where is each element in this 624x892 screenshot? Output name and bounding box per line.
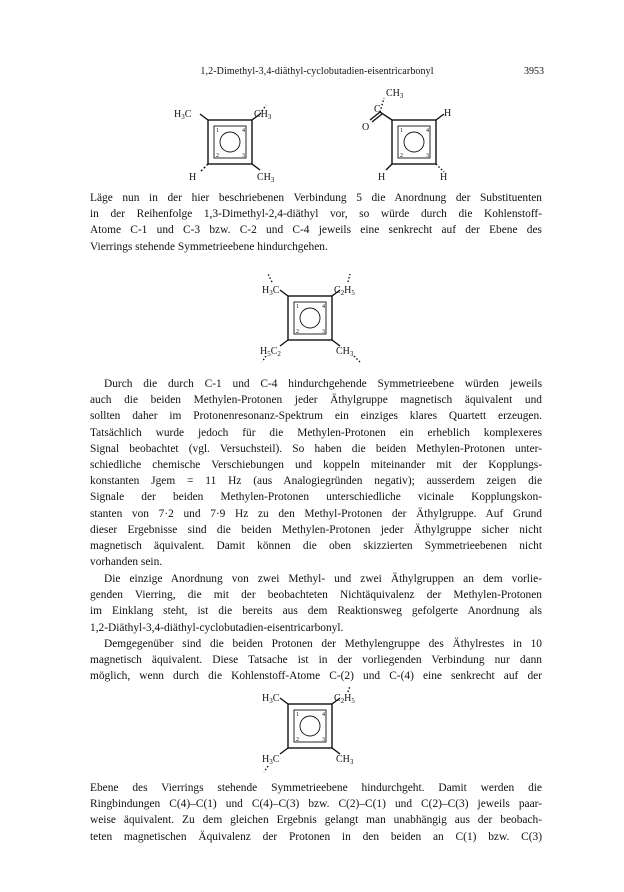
structure-1-label-ch3-bottom: $CH_3$ — [257, 172, 275, 184]
structure-3-locant-2: 2 — [296, 329, 299, 335]
structure-1-locant-1: 1 — [216, 128, 219, 134]
structure-3-label-c2h5: $C_2H_5$ — [334, 285, 355, 297]
text-line: weise äquivalent. Zu dem gleichen Ergebnis gelangt man unabhängig aus der beobach- — [90, 814, 542, 827]
page-number: 3953 — [524, 66, 544, 77]
structure-1-dimethyl-cyclobutadiene — [170, 100, 290, 182]
structure-2-locant-2: 2 — [400, 153, 403, 159]
text-line: Vierrings stehende Symmetrieebene hindurchgehen. — [90, 240, 328, 253]
structure-2-label-c: C — [374, 104, 381, 115]
paragraph-5 — [90, 780, 542, 845]
structure-1-label-h3c: $H_3C$ — [174, 109, 192, 121]
structure-4-label-ch3: $CH_3$ — [336, 754, 354, 766]
structure-2-locant-1: 1 — [400, 128, 403, 134]
paragraph-1 — [90, 190, 542, 255]
text-line: 1,2-Diäthyl-3,4-diäthyl-cyclobutadien-eisentricarbonyl. — [90, 621, 344, 634]
text-line: im Einklang steht, ist die bereits aus dem Reaktionsweg gefolgerte Anordnung als — [90, 605, 542, 618]
paragraph-2 — [90, 376, 542, 570]
text-line: magnetisch äquivalent. Diese Tatsache ist in der vorliegenden Verbindung nur dann — [90, 654, 542, 667]
structure-2-locant-3: 3 — [426, 153, 429, 159]
text-line: sollten daher im Protonenresonanz-Spektrum ein einziges klares Quartett erzeugen. — [90, 410, 542, 423]
text-line: genden Vierring, die mit der beobachteten Nichtäquivalenz der Methylen-Protonen — [90, 589, 542, 602]
structure-4-locant-4: 4 — [322, 712, 325, 718]
structure-3-label-h5c2: $H_5C_2$ — [260, 346, 281, 358]
structure-1-locant-4: 4 — [242, 128, 245, 134]
text-line: Ebene des Vierrings stehende Symmetrieebene hindurchgeht. Damit werden die — [90, 782, 542, 794]
structure-1-label-h: H — [189, 172, 197, 183]
structure-4-label-h3c-bottom: $H_3C$ — [262, 754, 280, 766]
text-line: Durch die durch C-1 und C-4 hindurchgehende Symmetrieebene würden jeweils — [104, 378, 542, 390]
text-line: Signale der beiden Methylen-Protonen unterschiedliche vicinale Kopplungskon- — [90, 491, 542, 504]
text-line: stanten von 7·2 und 7·9 Hz zu den Methyl-Protonen der Äthylgruppe. Auf Grund — [90, 507, 542, 520]
text-line: Signal beobachtet (vgl. Versuchsteil). So haben die beiden Methylen-Protonen unter- — [90, 442, 542, 455]
text-line: teten magnetischen Äquivalenz der Protonen in den beiden an C(1) bzw. C(3) — [90, 830, 542, 843]
structure-2-label-o: O — [362, 122, 370, 133]
structure-4-locant-3: 3 — [322, 737, 325, 743]
structure-3-label-ch3: $CH_3$ — [336, 346, 354, 358]
text-line: auch die beiden Methylen-Protonen jeder Äthylgruppe magnetisch äquivalent und — [90, 394, 542, 407]
structure-4-locant-1: 1 — [296, 712, 299, 718]
structure-2-label-h-left: H — [378, 172, 386, 183]
structure-4-dimethyl-diethyl — [250, 686, 370, 776]
text-line: möglich, wenn durch die Kohlenstoff-Atome C-(2) und C-(4) eine senkrecht auf der — [90, 670, 542, 683]
structure-3-locant-4: 4 — [322, 304, 325, 310]
structure-4-locant-2: 2 — [296, 737, 299, 743]
structure-2-label-h-top: H — [444, 108, 452, 119]
text-line: Die einzige Anordnung von zwei Methyl- und zwei Äthylgruppen an dem vorlie- — [104, 573, 542, 585]
structure-4-label-c2h5: $C_2H_5$ — [334, 693, 355, 705]
structure-1-label-ch3-top: $CH_3$ — [254, 109, 272, 121]
paragraph-4 — [90, 636, 542, 685]
paragraph-3 — [90, 571, 542, 636]
structure-1-locant-2: 2 — [216, 153, 219, 159]
structure-4-label-h3c-top: $H_3C$ — [262, 693, 280, 705]
structure-1-locant-3: 3 — [242, 153, 245, 159]
structure-2-label-ch3: $CH_3$ — [386, 88, 404, 100]
text-line: konstanten Jgem = 11 Hz (aus Analogiegründen negativ); ausserdem zeigen die — [90, 475, 542, 488]
text-line: vorhanden sein. — [90, 556, 163, 569]
structure-3-label-h3c: $H_3C$ — [262, 285, 280, 297]
text-line: Tatsächlich wurde jedoch für die Methylen-Protonen ein erheblich komplexeres — [90, 426, 542, 439]
structure-2-locant-4: 4 — [426, 128, 429, 134]
text-line: Atome C-1 und C-3 bzw. C-2 und C-4 jeweils eine senkrecht auf der Ebene des — [90, 224, 542, 237]
text-line: Ringbindungen C(4)–C(1) und C(4)–C(3) bzw. C(2)–C(1) und C(2)–C(3) jeweils paar- — [90, 798, 542, 811]
text-line: Läge nun in der hier beschriebenen Verbindung 5 die Anordnung der Substituenten — [90, 192, 542, 204]
structure-3-locant-1: 1 — [296, 304, 299, 310]
text-line: dieser Ergebnisse sind die beiden Methylen-Protonen jeder Äthylgruppe sicher nicht — [90, 523, 542, 536]
text-line: schiedliche chemische Verschiebungen und koppeln miteinander mit der Kopplungs- — [90, 459, 542, 472]
structure-2-label-h-right: H — [440, 172, 448, 183]
structure-3-dimethyl-diethyl — [250, 272, 370, 362]
running-header — [90, 66, 544, 80]
structure-2-acyl-cyclobutadiene — [352, 88, 472, 182]
text-line: Demgegenüber sind die beiden Protonen der Methylengruppe des Äthylrestes in 10 — [104, 638, 542, 650]
text-line: magnetisch äquivalent. Damit können die oben skizzierten Symmetrieebenen nicht — [90, 540, 542, 553]
structure-3-locant-3: 3 — [322, 329, 325, 335]
running-title: 1,2-Dimethyl-3,4-diäthyl-cyclobutadien-eisentricarbonyl — [200, 66, 434, 77]
text-line: in der Reihenfolge 1,3-Dimethyl-2,4-diäthyl vor, so würde durch die Kohlenstoff- — [90, 208, 542, 221]
